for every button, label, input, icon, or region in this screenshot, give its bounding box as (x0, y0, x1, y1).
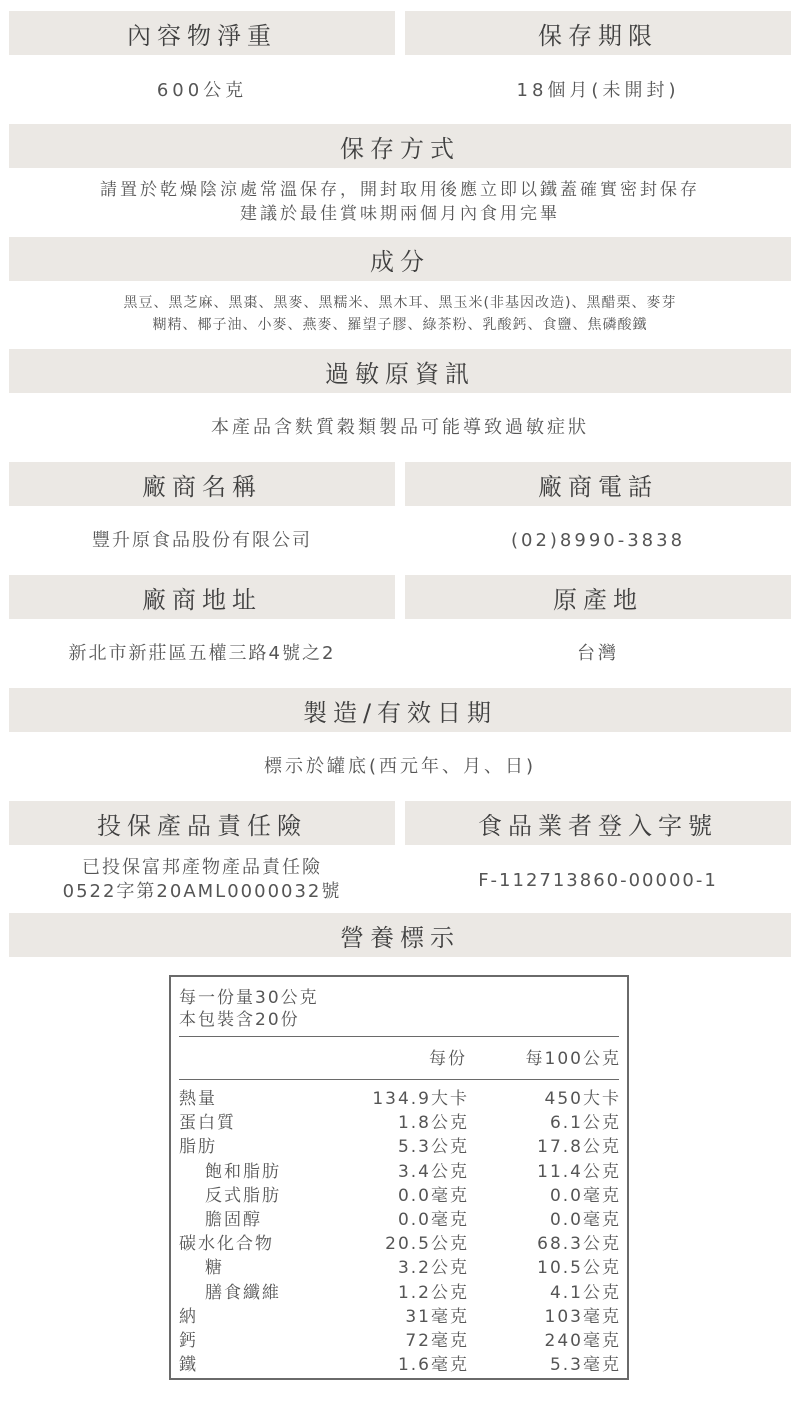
origin-value: 台灣 (577, 643, 619, 664)
nutrition-header: 營養標示 (9, 913, 791, 957)
nutrition-row (179, 1087, 621, 1111)
phone-header: 廠商電話 (405, 462, 791, 506)
nutrient-per-100g: 0.0毫克 (549, 1185, 621, 1206)
registration-header: 食品業者登入字號 (405, 801, 791, 845)
ingredients-text (9, 292, 791, 336)
shelf-life-value: 18個月(未開封) (516, 80, 680, 101)
nutrient-per-serving: 3.2公克 (397, 1258, 469, 1279)
manufacturer-value: 豐升原食品股份有限公司 (92, 530, 312, 551)
nutrient-per-100g: 103毫克 (544, 1306, 621, 1327)
storage-line-1: 請置於乾燥陰涼處常溫保存，開封取用後應立即以鐵蓋確實密封保存 (100, 180, 700, 200)
nutrient-per-serving: 1.6毫克 (397, 1355, 469, 1376)
dates-value: 標示於罐底(西元年、月、日) (263, 756, 537, 777)
insurance-line-2: 0522字第20AML0000032號 (62, 881, 342, 902)
nutrient-per-serving: 1.8公克 (397, 1113, 469, 1134)
nutrition-row (179, 1305, 621, 1329)
nutrition-row (179, 1256, 621, 1280)
insurance-text (9, 856, 395, 904)
col-per-serving: 每份 (429, 1049, 467, 1069)
nutrient-per-100g: 6.1公克 (549, 1113, 621, 1134)
address-header: 廠商地址 (9, 575, 395, 619)
nutrient-per-100g: 240毫克 (544, 1331, 621, 1352)
servings-per-package: 本包裝含20份 (179, 1010, 300, 1030)
nutrient-name: 蛋白質 (179, 1113, 236, 1134)
nutrient-per-100g: 5.3毫克 (549, 1355, 621, 1376)
allergen-value: 本產品含麩質穀類製品可能導致過敏症狀 (211, 417, 589, 438)
registration-value: F-112713860-00000-1 (478, 870, 718, 891)
nutrient-per-100g: 450大卡 (544, 1089, 621, 1109)
shelf-life-header: 保存期限 (405, 11, 791, 55)
nutrition-row (179, 1111, 621, 1135)
nutrient-per-serving: 72毫克 (405, 1331, 469, 1352)
insurance-line-1: 已投保富邦產物產品責任險 (82, 857, 322, 878)
nutrient-per-serving: 0.0毫克 (397, 1210, 469, 1231)
serving-size: 每一份量30公克 (179, 988, 319, 1008)
nutrient-name: 脂肪 (179, 1137, 217, 1158)
nutrient-per-100g: 10.5公克 (537, 1258, 621, 1279)
nutrient-per-serving: 1.2公克 (397, 1282, 469, 1303)
nutrition-rule-mid (179, 1079, 619, 1080)
nutrition-row (179, 1281, 621, 1305)
ingredients-line-1: 黑豆、黑芝麻、黑棗、黑麥、黑糯米、黑木耳、黑玉米(非基因改造)、黑醋栗、麥芽 (123, 295, 677, 311)
nutrition-rows (179, 1087, 621, 1377)
nutrition-row (179, 1329, 621, 1353)
nutrient-name: 膳食纖維 (205, 1282, 281, 1303)
storage-header: 保存方式 (9, 124, 791, 168)
nutrient-per-serving: 20.5公克 (385, 1234, 469, 1255)
nutrition-rule-top (179, 1036, 619, 1037)
net-weight-header: 內容物淨重 (9, 11, 395, 55)
storage-line-2: 建議於最佳賞味期兩個月內食用完畢 (240, 204, 560, 224)
nutrient-name: 反式脂肪 (205, 1185, 281, 1206)
address-value: 新北市新莊區五權三路4號之2 (68, 643, 336, 664)
nutrient-per-100g: 0.0毫克 (549, 1210, 621, 1231)
nutrient-name: 糖 (205, 1258, 224, 1279)
insurance-header: 投保產品責任險 (9, 801, 395, 845)
nutrition-intro (179, 987, 319, 1031)
nutrient-name: 納 (179, 1306, 198, 1327)
storage-text (9, 178, 791, 226)
nutrient-name: 碳水化合物 (179, 1234, 274, 1255)
nutrient-per-100g: 17.8公克 (537, 1137, 621, 1158)
nutrient-per-serving: 3.4公克 (397, 1161, 469, 1182)
nutrition-row (179, 1184, 621, 1208)
nutrient-name: 鈣 (179, 1331, 198, 1352)
manufacturer-header: 廠商名稱 (9, 462, 395, 506)
nutrient-per-serving: 134.9大卡 (372, 1089, 469, 1109)
col-per-100g: 每100公克 (525, 1049, 621, 1069)
origin-header: 原產地 (405, 575, 791, 619)
ingredients-line-2: 糊精、椰子油、小麥、燕麥、羅望子膠、綠茶粉、乳酸鈣、食鹽、焦磷酸鐵 (152, 317, 648, 333)
nutrition-row (179, 1232, 621, 1256)
nutrient-per-serving: 0.0毫克 (397, 1185, 469, 1206)
nutrient-per-100g: 11.4公克 (537, 1161, 621, 1182)
nutrient-name: 鐵 (179, 1355, 198, 1376)
nutrition-row (179, 1353, 621, 1377)
nutrient-per-100g: 4.1公克 (549, 1282, 621, 1303)
nutrient-name: 熱量 (179, 1089, 217, 1109)
nutrition-facts-table (169, 975, 629, 1380)
ingredients-header: 成分 (9, 237, 791, 281)
nutrient-name: 飽和脂肪 (205, 1161, 281, 1182)
nutrition-row (179, 1208, 621, 1232)
nutrient-per-serving: 5.3公克 (397, 1137, 469, 1158)
nutrient-name: 膽固醇 (205, 1210, 262, 1231)
phone-value: (02)8990-3838 (510, 530, 686, 551)
allergen-header: 過敏原資訊 (9, 349, 791, 393)
nutrition-row (179, 1135, 621, 1159)
nutrition-row (179, 1160, 621, 1184)
nutrient-per-serving: 31毫克 (405, 1306, 469, 1327)
dates-header: 製造/有效日期 (9, 688, 791, 732)
net-weight-value: 600公克 (156, 80, 248, 101)
nutrient-per-100g: 68.3公克 (537, 1234, 621, 1255)
